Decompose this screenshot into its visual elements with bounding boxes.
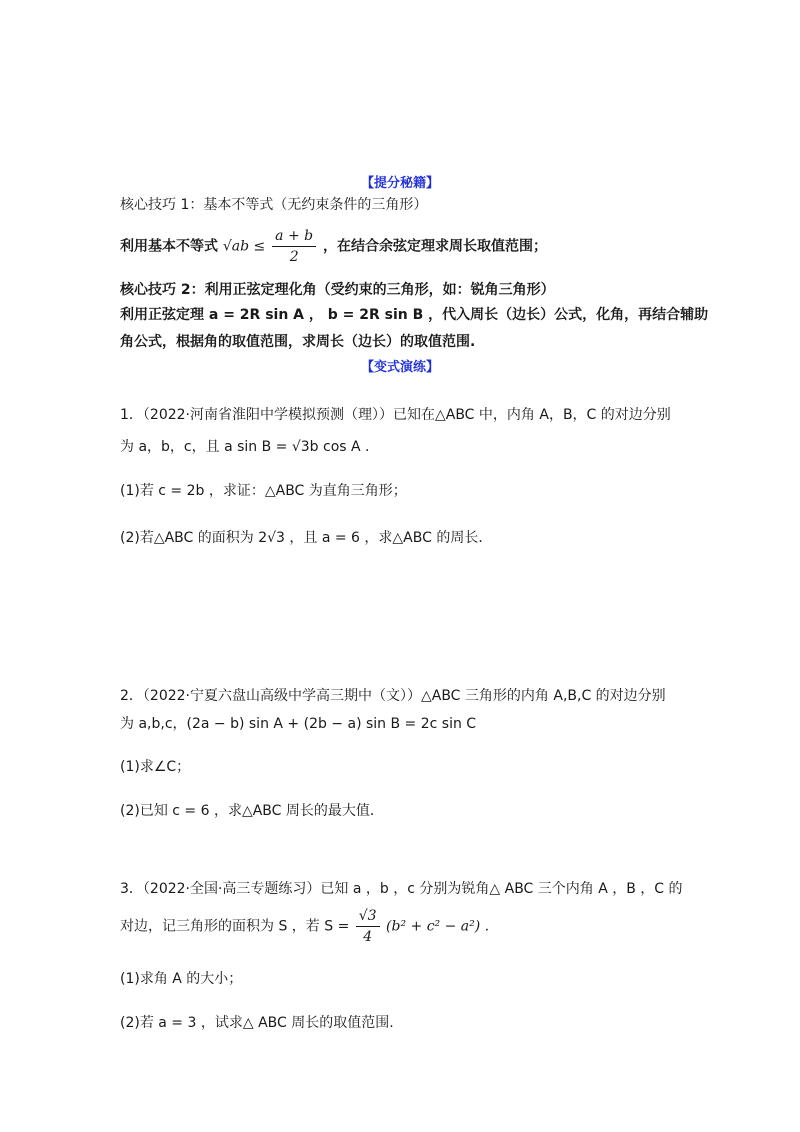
tip-line-1: 核心技巧 1：基本不等式（无约束条件的三角形） — [120, 197, 428, 213]
problem-3-line-2-suffix: (b² + c² − a²) . — [386, 918, 490, 935]
tip-line-2-suffix: ，在结合余弦定理求周长取值范围； — [323, 238, 547, 255]
problem-2-line-1: 2．（2022·宁夏六盘山高级中学高三期中（文））△ABC 三角形的内角 A,B,C 的对边分别 — [120, 688, 666, 704]
problem-2-part-1: (1)求∠C； — [120, 759, 191, 775]
area-fraction-denominator: 4 — [363, 929, 373, 945]
fraction-numerator: a + b — [272, 226, 316, 247]
tip-line-4: 利用正弦定理 a = 2R sin A ， b = 2R sin B ，代入周长（边长）公式，化角，再结合辅助 — [120, 307, 709, 323]
tip-line-2-prefix: 利用基本不等式 — [120, 238, 218, 255]
problem-3-part-1: (1)求角 A 的大小； — [120, 971, 243, 987]
inequality-fraction — [272, 226, 316, 267]
tip-line-2 — [120, 226, 547, 267]
problem-2-line-2: 为 a,b,c，(2a − b) sin A + (2b − a) sin B = 2c sin C — [120, 716, 477, 732]
area-fraction — [356, 906, 380, 947]
tips-heading: 【提分秘籍】 — [360, 176, 439, 191]
problem-2-part-2: (2)已知 c = 6 ，求△ABC 周长的最大值． — [120, 803, 384, 819]
area-fraction-numerator: √3 — [356, 906, 380, 927]
problem-3-part-2: (2)若 a = 3 ，试求△ ABC 周长的取值范围. — [120, 1015, 394, 1031]
fraction-denominator: 2 — [289, 249, 299, 265]
inequality-left: √ab ≤ — [222, 238, 266, 255]
problem-3-line-2 — [120, 906, 489, 947]
problem-1-part-1: (1)若 c = 2b ，求证：△ABC 为直角三角形； — [120, 483, 407, 499]
problem-1-part-2: (2)若△ABC 的面积为 2√3 ，且 a = 6 ，求△ABC 的周长． — [120, 530, 493, 546]
problem-3-line-1: 3．（2022·全国·高三专题练习）已知 a ，b ，c 分别为锐角△ ABC 三个内角 A ，B ，C 的 — [120, 881, 683, 897]
problem-1-line-2: 为 a，b，c，且 a sin B = √3b cos A . — [120, 439, 370, 455]
tip-line-5: 角公式，根据角的取值范围，求周长（边长）的取值范围. — [120, 334, 476, 350]
tip-line-3: 核心技巧 2：利用正弦定理化角（受约束的三角形，如：锐角三角形） — [120, 282, 555, 298]
practice-heading: 【变式演练】 — [360, 360, 439, 375]
problem-3-line-2-prefix: 对边，记三角形的面积为 S ，若 S = — [120, 918, 350, 935]
problem-1-line-1: 1．（2022·河南省淮阳中学模拟预测（理））已知在△ABC 中，内角 A，B，C 的对边分别 — [120, 407, 671, 423]
